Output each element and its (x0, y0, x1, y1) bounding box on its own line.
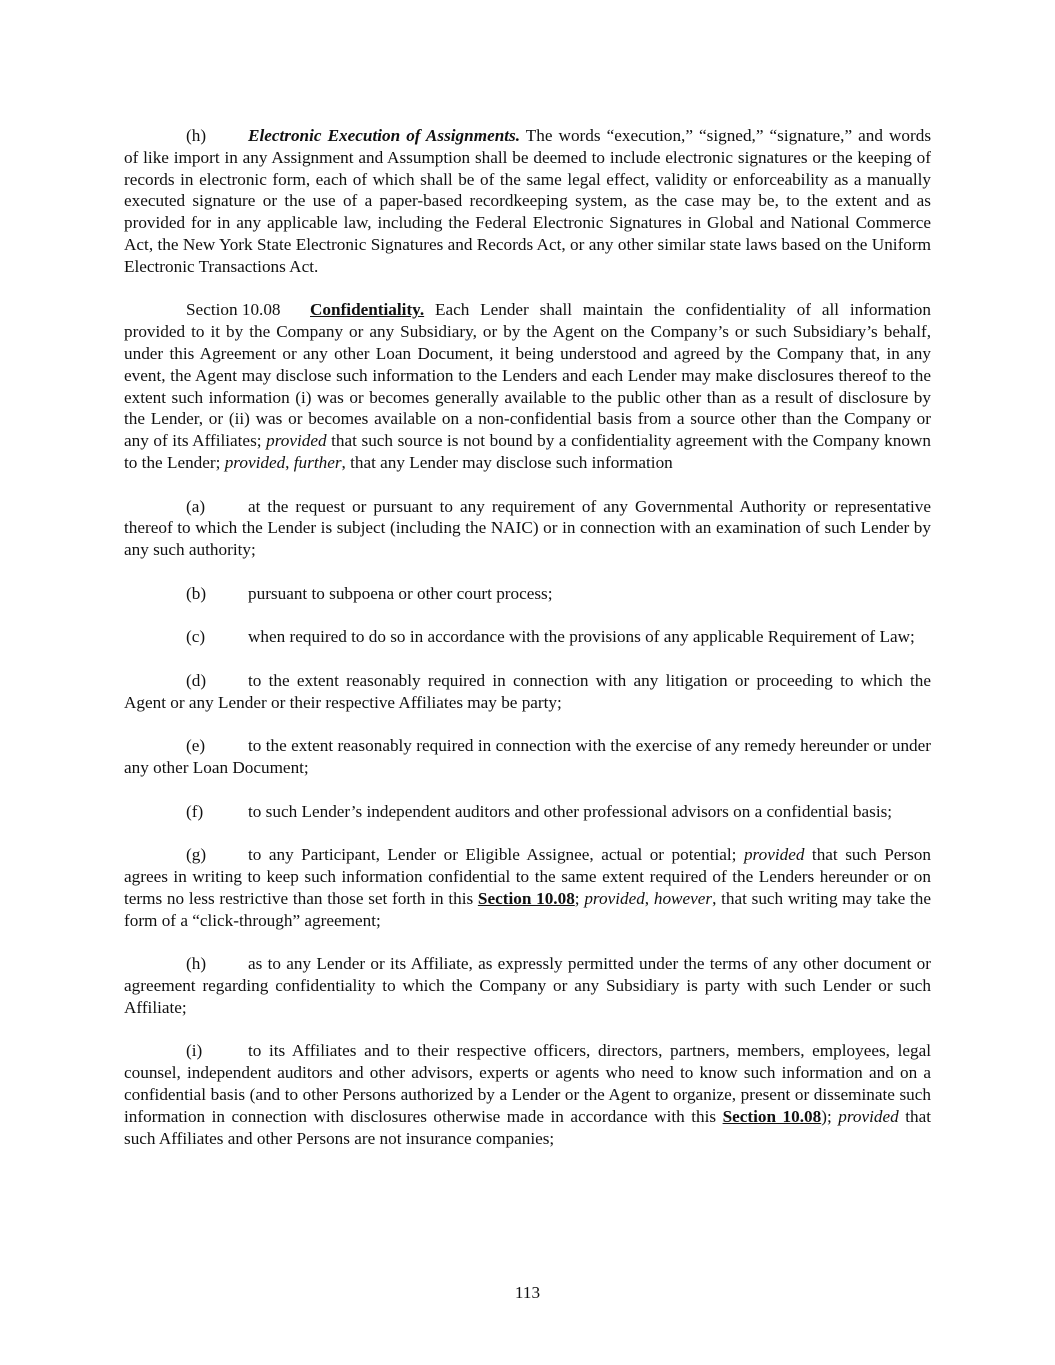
clause-a (124, 496, 931, 561)
clause-text: as to any Lender or its Affiliate, as expressly permitted under the terms of any other document or agreement regarding confidentiality to which the Company or any Subsidiary is party with such Lender or such Affiliate; (124, 954, 931, 1017)
document-page (124, 125, 931, 1171)
clause-text: at the request or pursuant to any requirement of any Governmental Authority or representative thereof to which the Lender is subject (including the NAIC) or in connection with an examination of such Lender by any such authority; (124, 496, 931, 560)
clause-c (124, 626, 931, 648)
clause-text: , that such writing may take the form of a “click-through” agreement; (124, 888, 931, 930)
heading-period: . (515, 126, 521, 145)
provided-term: provided (224, 452, 286, 472)
clause-text: to any Participant, Lender or Eligible Assignee, actual or potential; (248, 845, 744, 865)
clause-number: (a) (186, 496, 206, 516)
paragraph-text: The words “execution,” “signed,” “signature,” and words of like import in any Assignment and Assumption shall be deemed to include electronic signatures or the keeping of records in electronic form, each of which shall be of the same legal effect, validity or enforceability as a manually executed signature or the use of a paper-based recordkeeping system, as the case may be, to the extent and as provided for in any applicable law, including the Federal Electronic Signatures in Global and National Commerce Act, the New York State Electronic Signatures and Records Act, or any other similar state laws based on the Uniform Electronic Transactions Act. (124, 126, 932, 276)
paragraph-heading: Electronic Execution of Assignments (248, 126, 516, 145)
page-number: 113 (514, 1283, 541, 1302)
clause-number: (b) (186, 583, 207, 603)
provided-term: provided (266, 431, 327, 451)
section-10-08-paragraph (124, 299, 931, 473)
comma: , (644, 888, 654, 908)
provided-term: provided (584, 888, 645, 908)
clause-number: (g) (186, 845, 207, 865)
clause-e (124, 735, 931, 779)
clause-d (124, 670, 931, 714)
paren: ); (821, 1106, 839, 1126)
however-term: however (653, 888, 713, 908)
section-text: Each Lender shall maintain the confidentiality of all information provided to it by the Company or any Subsidiary, or by the Agent on the Company’s or such Subsidiary’s behalf, under this Agreement or any other Loan Document, it being understood and agreed by the Company that, in any event, the Agent may disclose such information to the Lenders and each Lender may make disclosures thereof to the extent such information (i) was or becomes generally available to the public other than as a result of disclosure by the Lender, or (ii) was or becomes available on a non-confidential basis from a source other than the Company or any of its Affiliates; (124, 300, 931, 451)
clause-number: (d) (186, 670, 207, 690)
section-text: that such source is not bound by a confidentiality agreement with the Company known to the Lender; (124, 431, 931, 472)
provided-term: provided (838, 1106, 899, 1126)
clause-h (124, 953, 931, 1018)
provided-term: provided (743, 845, 805, 865)
clause-text: that such Affiliates and other Persons are not insurance companies; (124, 1106, 932, 1148)
paragraph-h-electronic-execution (124, 125, 931, 278)
clause-number: (i) (186, 1041, 203, 1061)
clause-number: (h) (186, 954, 207, 974)
section-reference: Section 10.08 (722, 1106, 822, 1126)
clause-text: pursuant to subpoena or other court process; (248, 583, 553, 603)
section-reference: Section 10.08 (477, 888, 575, 908)
clause-number: (e) (186, 736, 206, 756)
clause-text: to such Lender’s independent auditors and other professional advisors on a confidential basis; (248, 801, 893, 821)
comma: , (285, 452, 294, 472)
clause-text: that such Person agrees in writing to keep such information confidential to the same extent required of the Lenders hereunder or on terms no less restrictive than those set forth in this (124, 845, 931, 908)
clause-b (124, 583, 931, 605)
clause-g (124, 844, 931, 931)
semicolon: ; (574, 888, 585, 908)
clause-f (124, 801, 931, 823)
clause-text: to the extent reasonably required in connection with the exercise of any remedy hereunder or under any other Loan Document; (124, 736, 931, 778)
paragraph-number: (h) (186, 126, 207, 145)
clause-text: to the extent reasonably required in connection with any litigation or proceeding to which the Agent or any Lender or their respective Affiliates may be party; (124, 670, 931, 712)
clause-text: to its Affiliates and to their respective officers, directors, partners, members, employees, legal counsel, independent auditors and other advisors, experts or agents who need to know such information and on a confidential basis (and to other Persons authorized by a Lender or the Agent to organize, present or disseminate such information in connection with disclosures otherwise made in accordance with this (124, 1041, 931, 1126)
section-heading: Confidentiality. (310, 300, 425, 320)
clause-number: (f) (186, 801, 204, 821)
section-label: Section 10.08 (186, 300, 281, 320)
clause-number: (c) (186, 627, 206, 647)
clause-i (124, 1040, 931, 1149)
clause-text: when required to do so in accordance with the provisions of any applicable Requirement of Law; (248, 627, 915, 647)
section-text: , that any Lender may disclose such information (341, 452, 673, 472)
further-term: further (293, 452, 342, 472)
